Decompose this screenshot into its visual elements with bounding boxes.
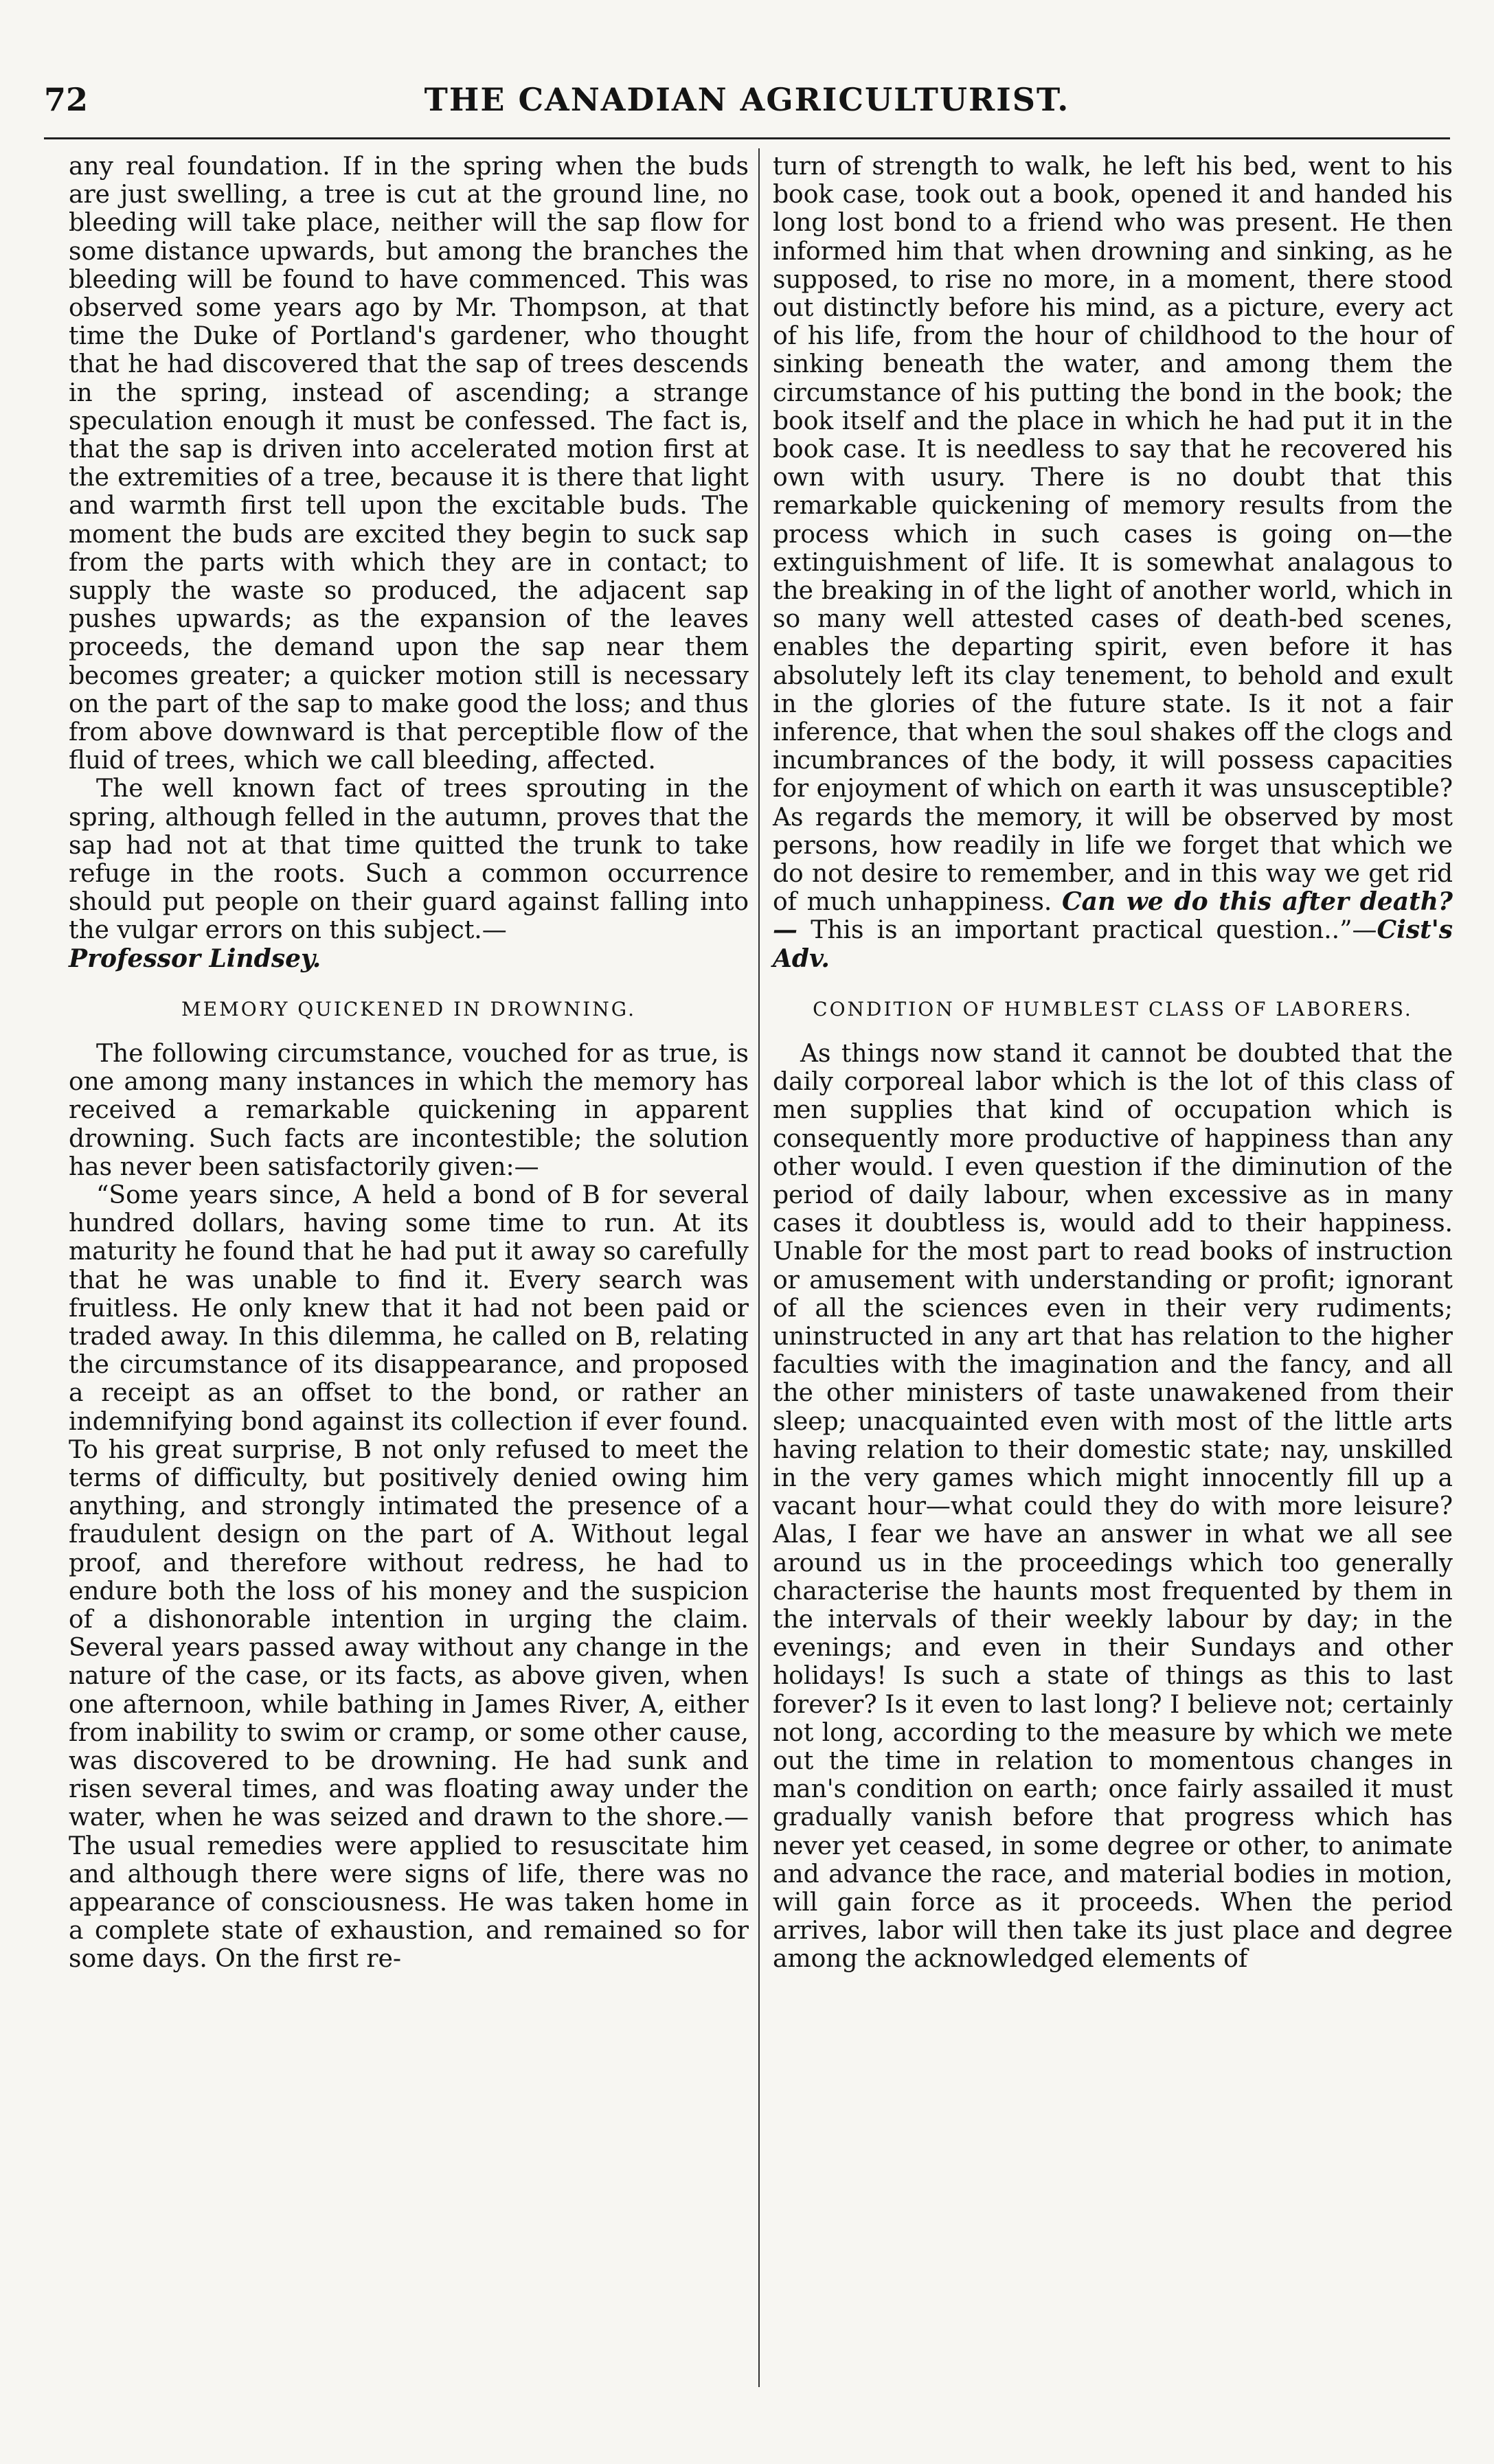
right-column <box>773 152 1453 1974</box>
section-heading-laborers: CONDITION OF HUMBLEST CLASS OF LABORERS. <box>813 997 1413 1020</box>
header-rule <box>44 137 1450 139</box>
author-signature: Professor Lindsey. <box>69 944 321 973</box>
article-paragraph-text: The well known fact of trees sprouting in the spring, although felled in the autumn, proves that the sap had not at that time quitted the trunk to take refuge in the roots. Such a common occurrence should put people on their guard against falling into the vulgar errors on this subject.— <box>69 775 749 945</box>
column-divider <box>758 148 760 2387</box>
section-heading-memory: MEMORY QUICKENED IN DROWNING. <box>181 997 637 1020</box>
running-title: THE CANADIAN AGRICULTURIST. <box>424 81 1070 118</box>
article-continuation <box>773 152 1453 973</box>
closing-line: This is an important practical question..”— <box>811 916 1377 945</box>
page-number: 72 <box>44 81 89 118</box>
source-citation: Cist's Adv. <box>773 915 1453 973</box>
article-paragraph: As things now stand it cannot be doubted that the daily corporeal labor which is the lot of this class of men supplies that kind of occupation which is consequently more productive of happiness than any other would. I even question if the diminution of the period of daily labour, when excessive as in many cases it doubtless is, would add to their happiness. Unable for the most part to read books of instruction or amusement with understanding or profit; ignorant of all the sciences even in their very rudiments; uninstructed in any art that has relation to the higher faculties with the imagination and the fancy, and all the other ministers of taste unawakened from their sleep; unacquainted even with most of the little arts having relation to their domestic state; nay, unskilled in the very games which might innocently fill up a vacant hour—what could they do with more leisure? Alas, I fear we have an answer in what we all see around us in the proceedings which too generally characterise the haunts most frequented by them in the intervals of their weekly labour by day; in the evenings; and even in their Sundays and other holidays! Is such a state of things as this to last forever? Is it even to last long? I believe not; certainly not long, according to the measure by which we mete out the time in relation to momentous changes in man's condition on earth; once fairly assailed it must gradually vanish before that progress which has never yet ceased, in some degree or other, to animate and advance the race, and material bodies in motion, will gain force as it proceeds. When the period arrives, labor will then take its just place and degree among the acknowledged elements of <box>773 1039 1453 1974</box>
left-column <box>69 152 749 1974</box>
article-continuation: any real foundation. If in the spring when the buds are just swelling, a tree is cut at the ground line, no bleeding will take place, neither will the sap flow for some distance upwards, but among the branches the bleeding will be found to have commenced. This was observed some years ago by Mr. Thompson, at that time the Duke of Portland's gardener, who thought that he had discovered that the sap of trees descends in the spring, instead of ascending; a strange speculation enough it must be confessed. The fact is, that the sap is driven into accelerated motion first at the extremities of a tree, because it is there that light and warmth first tell upon the excitable buds. The moment the buds are excited they begin to suck sap from the parts with which they are in contact; to supply the waste so produced, the adjacent sap pushes upwards; as the expansion of the leaves proceeds, the demand upon the sap near them becomes greater; a quicker motion still is necessary on the part of the sap to make good the loss; and thus from above downward is that perceptible flow of the fluid of trees, which we call bleeding, affected. <box>69 152 749 775</box>
article-paragraph <box>69 775 749 972</box>
page-header <box>44 81 1450 125</box>
italic-question: Can we do this after death?— <box>773 887 1453 945</box>
article-paragraph: “Some years since, A held a bond of B for several hundred dollars, having some time to run. At its maturity he found that he had put it away so carefully that he was unable to find it. Every search was fruitless. He only knew that it had not been paid or traded away. In this dilemma, he called on B, relating the circumstance of its disappearance, and proposed a receipt as an offset to the bond, or rather an indemnifying bond against its collection if ever found. To his great surprise, B not only refused to meet the terms of difficulty, but positively denied owing him anything, and strongly intimated the presence of a fraudulent design on the part of A. Without legal proof, and therefore without redress, he had to endure both the loss of his money and the suspicion of a dishonorable intention in urging the claim. Several years passed away without any change in the nature of the case, or its facts, as above given, when one afternoon, while bathing in James River, A, either from inability to swim or cramp, or some other cause, was discovered to be drowning. He had sunk and risen several times, and was floating away under the water, when he was seized and drawn to the shore.— The usual remedies were applied to resuscitate him and although there were signs of life, there was no appearance of consciousness. He was taken home in a complete state of exhaustion, and remained so for some days. On the first re- <box>69 1180 749 1974</box>
article-paragraph-text: turn of strength to walk, he left his bed, went to his book case, took out a book, opened it and handed his long lost bond to a friend who was present. He then informed him that when drowning and sinking, as he supposed, to rise no more, in a moment, there stood out distinctly before his mind, as a picture, every act of his life, from the hour of childhood to the hour of sinking beneath the water, and among them the circumstance of his putting the bond in the book; the book itself and the place in which he had put it in the book case. It is needless to say that he recovered his own with usury. There is no doubt that this remarkable quickening of memory results from the process which in such cases is going on—the extinguishment of life. It is somewhat analagous to the breaking in of the light of another world, which in so many well attested cases of death-bed scenes, enables the departing spirit, even before it has absolutely left its clay tenement, to behold and exult in the glories of the future state. Is it not a fair inference, that when the soul shakes off the clogs and incumbrances of the body, it will possess capacities for enjoyment of which on earth it was unsusceptible? As regards the memory, it will be observed by most persons, how readily in life we forget that which we do not desire to remember, and in this way we get rid of much unhappiness. <box>773 152 1453 917</box>
article-paragraph: The following circumstance, vouched for as true, is one among many instances in which the memory has received a remarkable quickening in apparent drowning. Such facts are incontestible; the solution has never been satisfactorily given:— <box>69 1039 749 1181</box>
